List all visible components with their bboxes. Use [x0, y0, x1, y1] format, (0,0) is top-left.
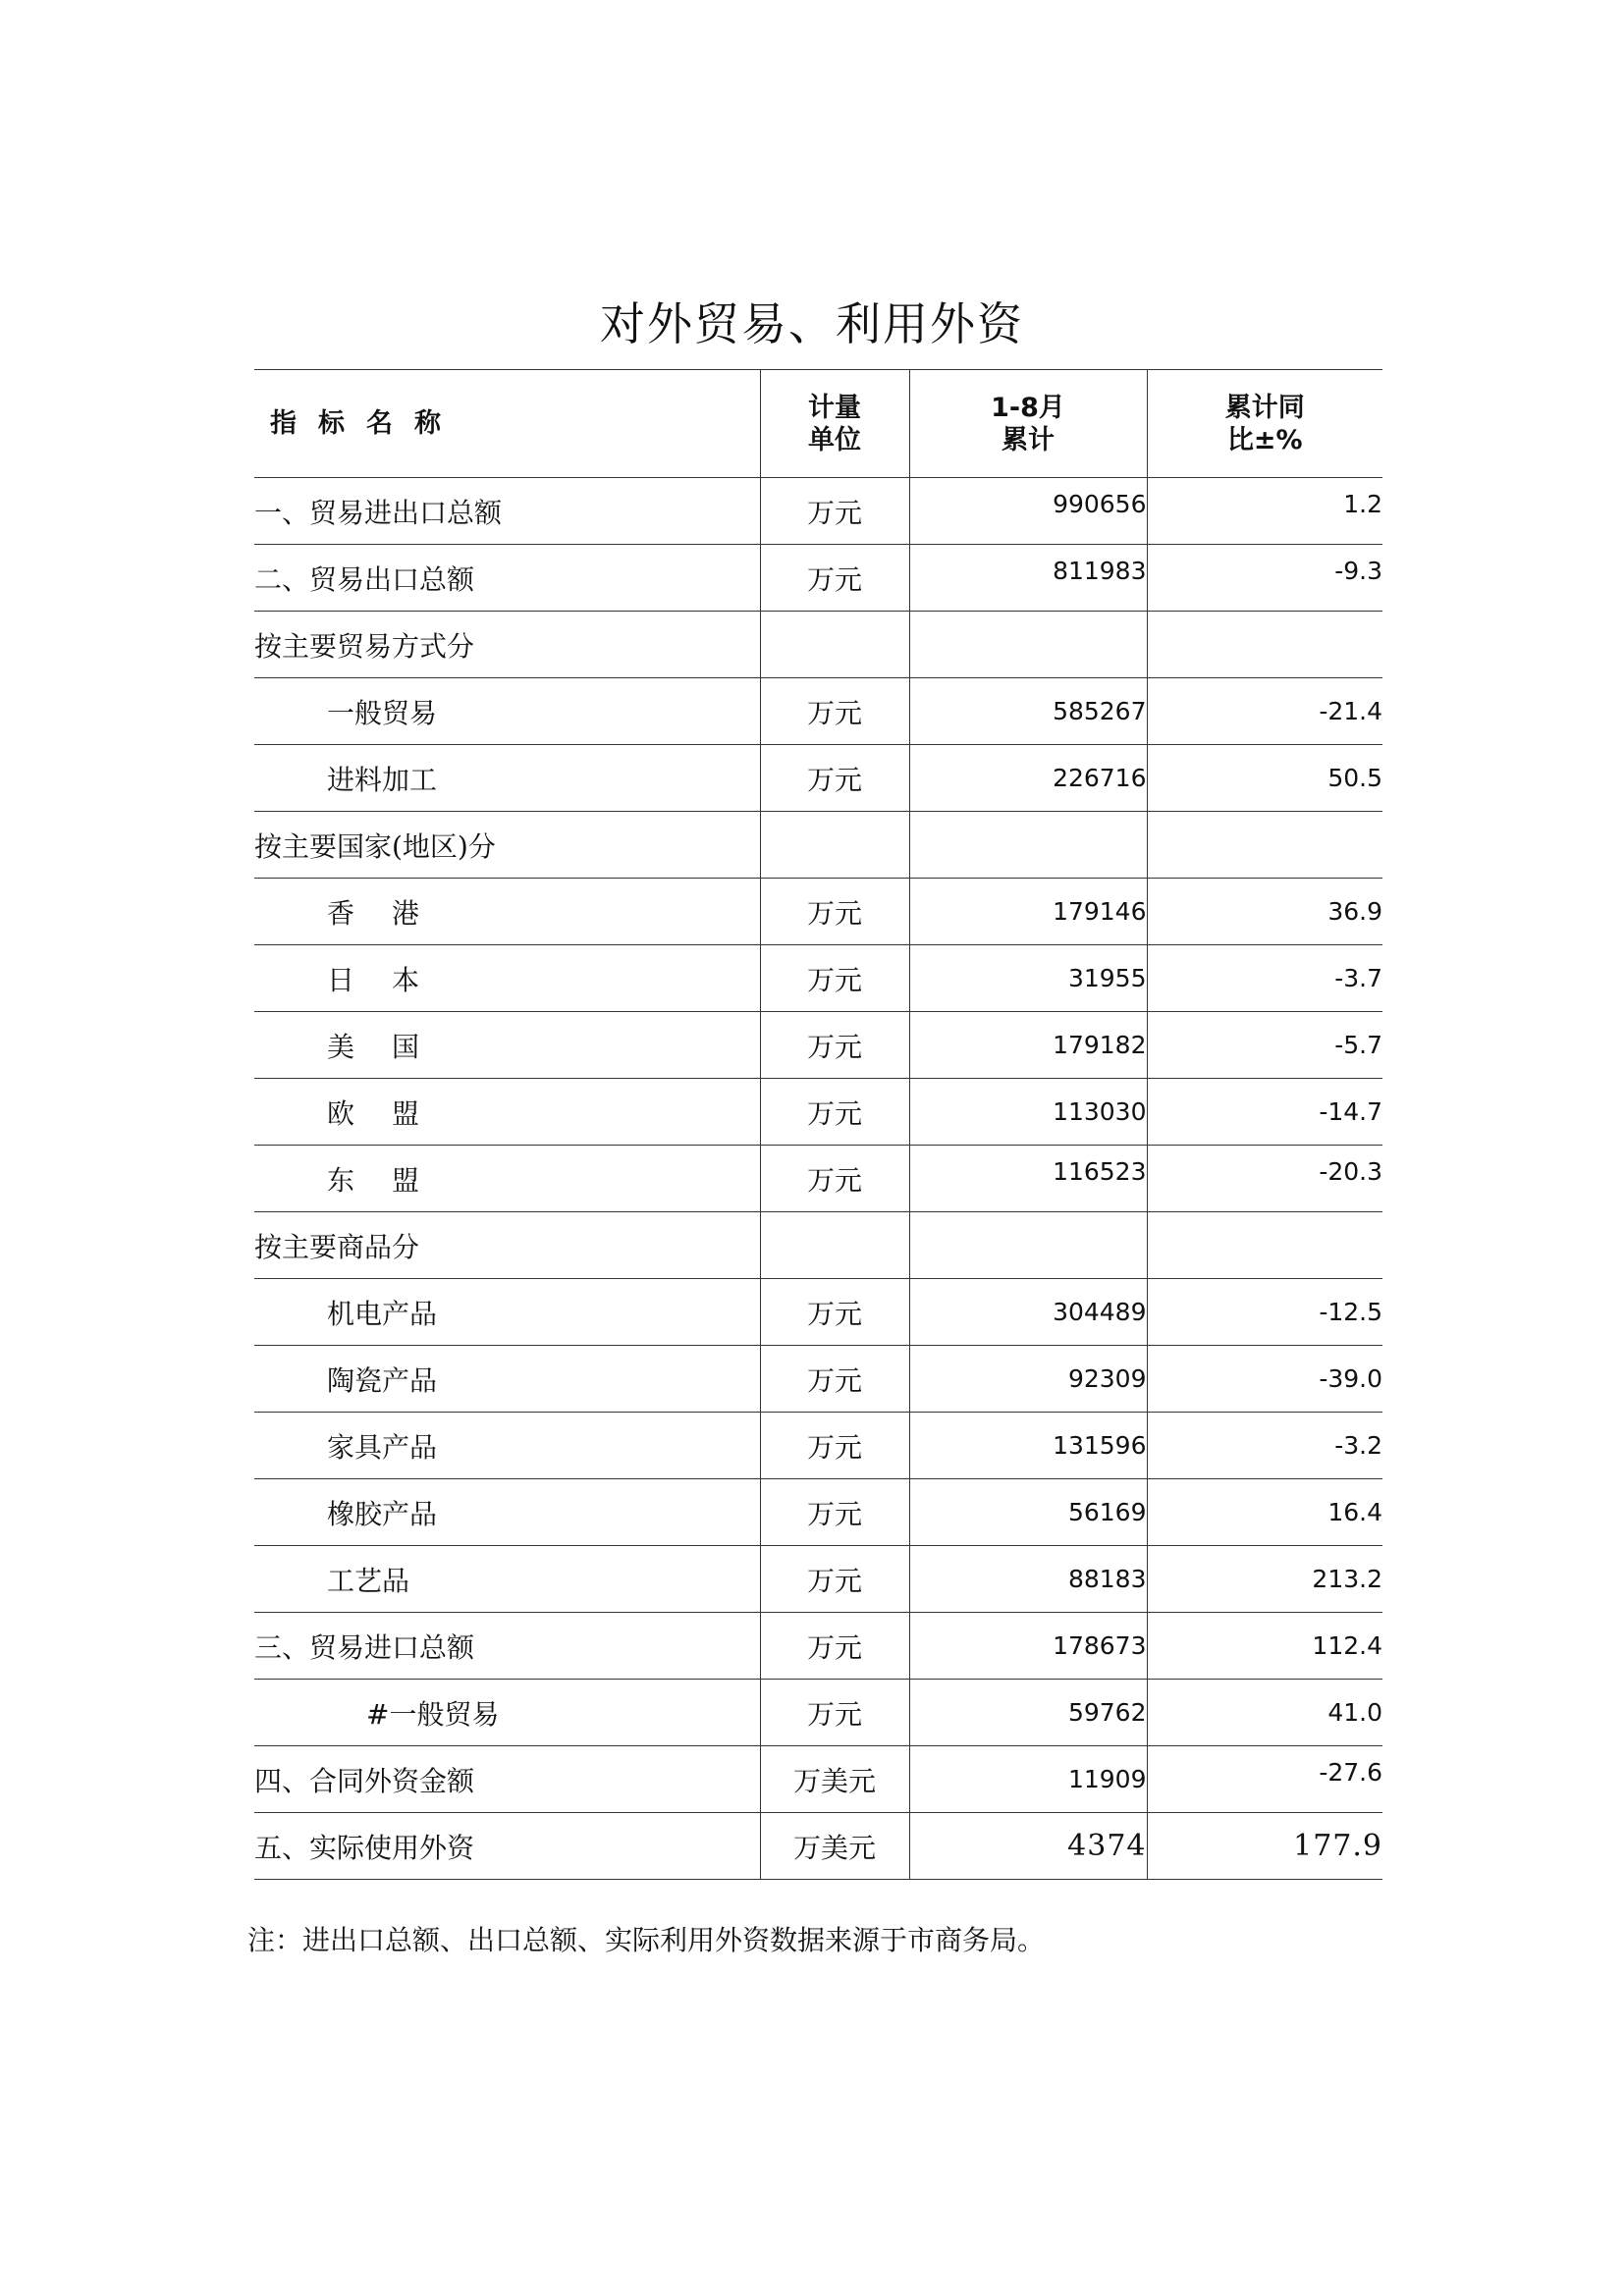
table-row — [254, 1613, 1382, 1680]
row-name: 工艺品 — [254, 1546, 760, 1613]
table-row — [254, 1279, 1382, 1346]
row-unit: 万元 — [760, 478, 909, 545]
table-row — [254, 1413, 1382, 1479]
row-name: 机电产品 — [254, 1279, 760, 1346]
row-unit — [760, 812, 909, 879]
row-value: 811983 — [909, 545, 1147, 612]
row-value — [909, 612, 1147, 678]
row-change: 1.2 — [1147, 478, 1382, 545]
row-unit: 万元 — [760, 678, 909, 745]
row-value — [909, 1212, 1147, 1279]
row-unit: 万元 — [760, 545, 909, 612]
header-change — [1147, 370, 1382, 478]
row-unit: 万元 — [760, 1613, 909, 1680]
table-row — [254, 1346, 1382, 1413]
row-change: 112.4 — [1147, 1613, 1382, 1680]
row-value: 56169 — [909, 1479, 1147, 1546]
row-value: 990656 — [909, 478, 1147, 545]
row-unit: 万元 — [760, 879, 909, 945]
header-indicator-name: 指标名称 — [254, 370, 760, 478]
row-change: -5.7 — [1147, 1012, 1382, 1079]
row-change: -9.3 — [1147, 545, 1382, 612]
row-value: 226716 — [909, 745, 1147, 812]
row-change: 213.2 — [1147, 1546, 1382, 1613]
row-value: 59762 — [909, 1680, 1147, 1746]
row-name: 四、合同外资金额 — [254, 1746, 760, 1813]
table-row — [254, 545, 1382, 612]
row-name: 美国 — [254, 1012, 760, 1079]
row-unit: 万美元 — [760, 1813, 909, 1880]
table-row — [254, 1479, 1382, 1546]
table-row — [254, 745, 1382, 812]
row-name: 东盟 — [254, 1146, 760, 1212]
row-name: 欧盟 — [254, 1079, 760, 1146]
row-change: -3.7 — [1147, 945, 1382, 1012]
row-change: -14.7 — [1147, 1079, 1382, 1146]
header-value-line1: 1-8月 — [991, 392, 1065, 423]
table-row — [254, 945, 1382, 1012]
row-name: 香港 — [254, 879, 760, 945]
row-change: 36.9 — [1147, 879, 1382, 945]
row-name: #一般贸易 — [254, 1680, 760, 1746]
row-value: 304489 — [909, 1279, 1147, 1346]
row-name: 一、贸易进出口总额 — [254, 478, 760, 545]
row-value: 179182 — [909, 1012, 1147, 1079]
row-change: -20.3 — [1147, 1146, 1382, 1212]
header-unit-line1: 计量 — [808, 392, 861, 423]
row-change — [1147, 812, 1382, 879]
row-value: 131596 — [909, 1413, 1147, 1479]
row-change: -3.2 — [1147, 1413, 1382, 1479]
row-value: 92309 — [909, 1346, 1147, 1413]
footnote: 注：进出口总额、出口总额、实际利用外资数据来源于市商务局。 — [247, 1924, 1046, 1956]
row-value: 113030 — [909, 1079, 1147, 1146]
row-unit: 万元 — [760, 1279, 909, 1346]
header-value-line2: 累计 — [1001, 424, 1055, 455]
row-unit: 万元 — [760, 1413, 909, 1479]
row-value — [909, 812, 1147, 879]
table-row — [254, 1012, 1382, 1079]
row-name: 一般贸易 — [254, 678, 760, 745]
row-change — [1147, 612, 1382, 678]
row-value: 178673 — [909, 1613, 1147, 1680]
row-name: 二、贸易出口总额 — [254, 545, 760, 612]
row-value: 4374 — [909, 1813, 1147, 1880]
trade-investment-table — [254, 369, 1382, 1880]
table-row — [254, 1546, 1382, 1613]
row-name: 橡胶产品 — [254, 1479, 760, 1546]
row-value: 179146 — [909, 879, 1147, 945]
table-row — [254, 1746, 1382, 1813]
row-unit: 万元 — [760, 1479, 909, 1546]
row-unit: 万元 — [760, 1079, 909, 1146]
row-change: -21.4 — [1147, 678, 1382, 745]
row-name: 按主要商品分 — [254, 1212, 760, 1279]
row-value: 116523 — [909, 1146, 1147, 1212]
table-row — [254, 812, 1382, 879]
table-row — [254, 478, 1382, 545]
row-unit — [760, 612, 909, 678]
row-name: 陶瓷产品 — [254, 1346, 760, 1413]
row-unit: 万元 — [760, 1546, 909, 1613]
row-unit: 万元 — [760, 1346, 909, 1413]
row-name: 按主要国家(地区)分 — [254, 812, 760, 879]
row-name: 进料加工 — [254, 745, 760, 812]
table-row — [254, 1813, 1382, 1880]
row-change: -12.5 — [1147, 1279, 1382, 1346]
header-change-line2: 比±% — [1226, 424, 1303, 455]
row-change: -27.6 — [1147, 1746, 1382, 1813]
row-name: 三、贸易进口总额 — [254, 1613, 760, 1680]
row-value: 88183 — [909, 1546, 1147, 1613]
row-name: 按主要贸易方式分 — [254, 612, 760, 678]
row-change — [1147, 1212, 1382, 1279]
header-unit-line2: 单位 — [808, 424, 861, 455]
table-row — [254, 1079, 1382, 1146]
row-change: 50.5 — [1147, 745, 1382, 812]
row-name: 家具产品 — [254, 1413, 760, 1479]
table-row — [254, 879, 1382, 945]
header-unit — [760, 370, 909, 478]
row-unit — [760, 1212, 909, 1279]
row-change: 16.4 — [1147, 1479, 1382, 1546]
row-change: 41.0 — [1147, 1680, 1382, 1746]
row-value: 11909 — [909, 1746, 1147, 1813]
row-unit: 万美元 — [760, 1746, 909, 1813]
table-row — [254, 612, 1382, 678]
row-unit: 万元 — [760, 1012, 909, 1079]
row-unit: 万元 — [760, 945, 909, 1012]
table-header-row — [254, 370, 1382, 478]
row-unit: 万元 — [760, 745, 909, 812]
row-value: 585267 — [909, 678, 1147, 745]
row-name: 五、实际使用外资 — [254, 1813, 760, 1880]
page-title: 对外贸易、利用外资 — [600, 297, 1024, 350]
table-row — [254, 678, 1382, 745]
row-unit: 万元 — [760, 1680, 909, 1746]
row-unit: 万元 — [760, 1146, 909, 1212]
table-row — [254, 1146, 1382, 1212]
row-change: -39.0 — [1147, 1346, 1382, 1413]
table-row — [254, 1212, 1382, 1279]
header-value — [909, 370, 1147, 478]
table-row — [254, 1680, 1382, 1746]
row-change: 177.9 — [1147, 1813, 1382, 1880]
header-change-line1: 累计同 — [1224, 392, 1305, 423]
row-value: 31955 — [909, 945, 1147, 1012]
row-name: 日本 — [254, 945, 760, 1012]
